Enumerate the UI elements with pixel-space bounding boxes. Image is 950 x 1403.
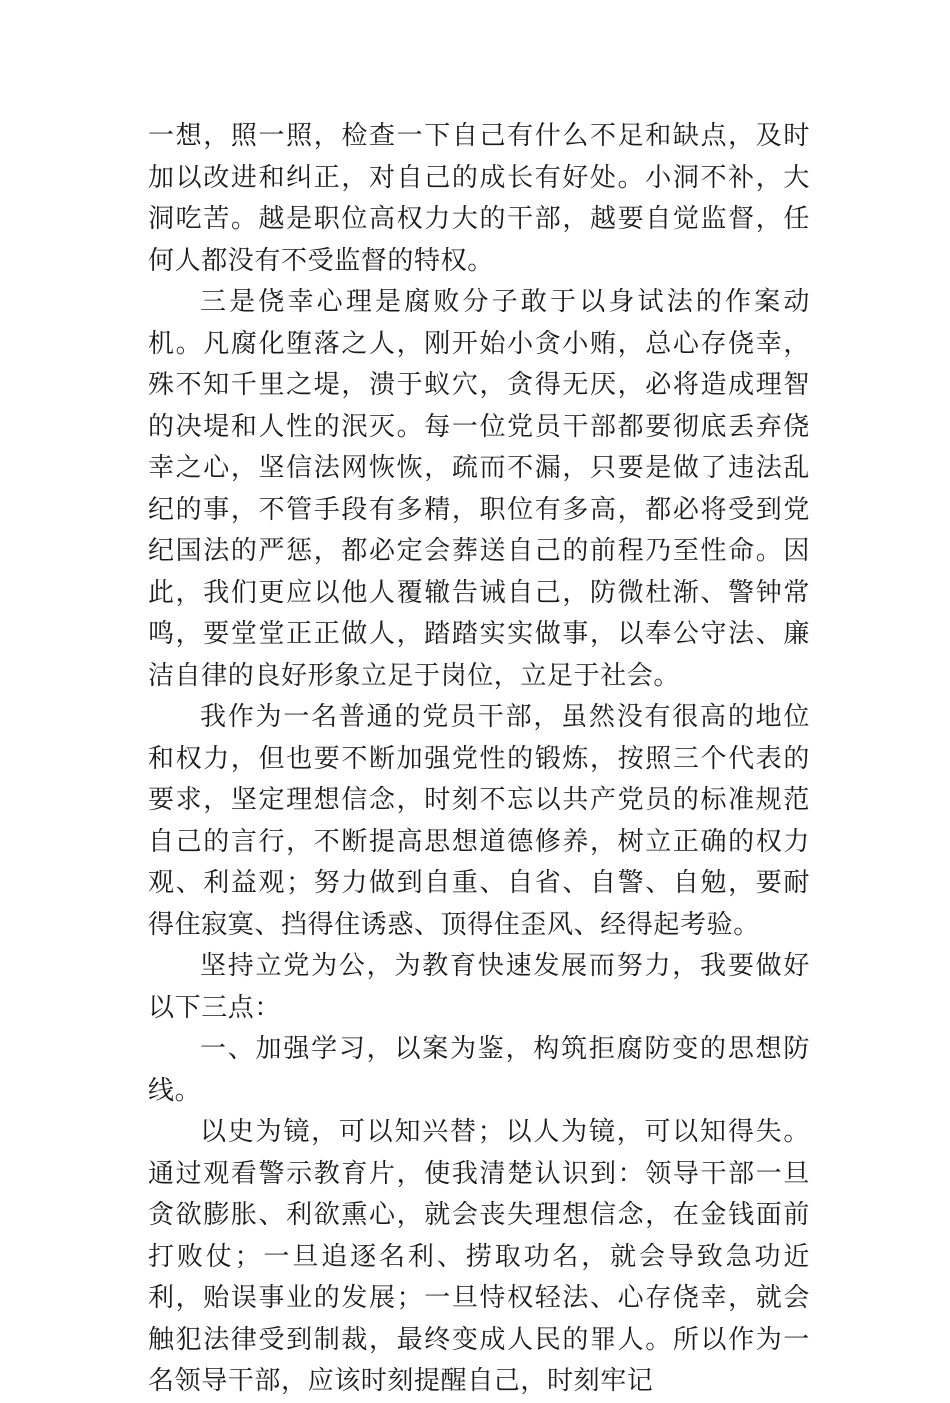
paragraph-point-one-heading: 一、加强学习，以案为鉴，构筑拒腐防变的思想防线。 [148,1034,810,1106]
paragraph-personal-commitment: 我作为一名普通的党员干部，虽然没有很高的地位和权力，但也要不断加强党性的锻炼，按照三个代表的要求，坚定理想信念，时刻不忘以共产党员的标准规范自己的言行，不断提高思想道德修养，树立正确的权力观、利益观；努力做到自重、自省、自警、自勉，要耐得住寂寞、挡得住诱惑、顶得住歪风、经得起考验。 [148,702,810,940]
document-body [148,116,810,1403]
paragraph-three-points-intro: 坚持立党为公，为教育快速发展而努力，我要做好以下三点： [148,951,810,1023]
paragraph-history-mirror: 以史为镜，可以知兴替；以人为镜，可以知得失。通过观看警示教育片，使我清楚认识到：领导干部一旦贪欲膨胀、利欲熏心，就会丧失理想信念，在金钱面前打败仗；一旦追逐名利、捞取功名，就会导致急功近利，贻误事业的发展；一旦恃权轻法、心存侥幸，就会触犯法律受到制裁，最终变成人民的罪人。所以作为一名领导干部，应该时刻提醒自己，时刻牢记 [148,1117,810,1396]
paragraph-fluke-mentality: 三是侥幸心理是腐败分子敢于以身试法的作案动机。凡腐化堕落之人，刚开始小贪小贿，总心存侥幸，殊不知千里之堤，溃于蚁穴，贪得无厌，必将造成理智的决堤和人性的泯灭。每一位党员干部都要彻底丢弃侥幸之心，坚信法网恢恢，疏而不漏，只要是做了违法乱纪的事，不管手段有多精，职位有多高，都必将受到党纪国法的严惩，都必定会葬送自己的前程乃至性命。因此，我们更应以他人覆辙告诫自己，防微杜渐、警钟常鸣，要堂堂正正做人，踏踏实实做事，以奉公守法、廉洁自律的良好形象立足于岗位，立足于社会。 [148,287,810,691]
paragraph-continuation: 一想，照一照，检查一下自己有什么不足和缺点，及时加以改进和纠正，对自己的成长有好处。小洞不补，大洞吃苦。越是职位高权力大的干部，越要自觉监督，任何人都没有不受监督的特权。 [148,121,810,276]
